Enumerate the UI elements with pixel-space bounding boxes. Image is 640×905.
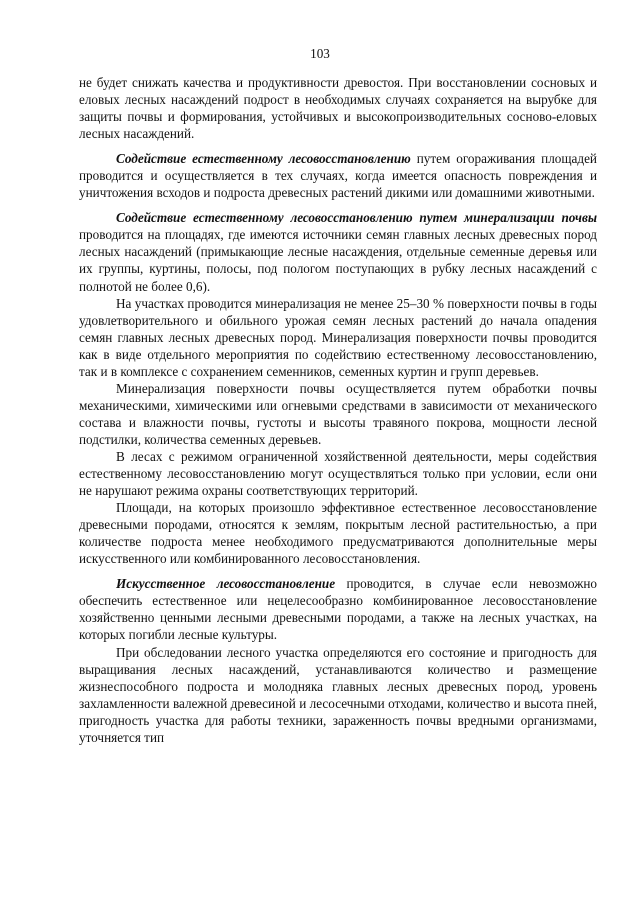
paragraph-6-text: В лесах с режимом ограниченной хозяйственной деятельности, меры содействия естественному лесовосстановлению могут осуществляться только при условии, если они не нарушают режима охраны соответствующих территорий. [79, 448, 597, 499]
paragraph-8 [79, 575, 597, 643]
paragraph-9-text: При обследовании лесного участка определяются его состояние и пригодность для выращивания лесных насаждений, устанавливаются количество и размещение жизнеспособного подроста и молодняка главных лесных древесных пород, уровень захламленности валежной древесиной и лесосечными отходами, количество и высота пней, пригодность участка для работы техники, зараженность почвы вредными организмами, уточняется тип [79, 644, 597, 745]
paragraph-3-text: проводится на площадях, где имеются источники семян главных лесных древесных пород лесных насаждений (примыкающие лесные насаждения, отдельные семенные деревья или их группы, куртины, полосы, под пологом поступающих в рубку лесных насаждений с полнотой не более 0,6). [79, 227, 597, 294]
page-number: 103 [310, 46, 330, 61]
paragraph-2-term: Содействие естественному лесовосстановлению [116, 151, 411, 167]
paragraph-2 [79, 150, 597, 201]
paragraph-1 [79, 74, 597, 142]
paragraph-4-text: На участках проводится минерализация не менее 25–30 % поверхности почвы в годы удовлетворительного и обильного урожая семян лесных растений до начала опадения семян главных лесных древесных пород. Минерализация поверхности почвы проводится как в виде отдельного мероприятия по содействию естественному лесовосстановлению, так и в комплексе с сохранением семенников, семенных куртин и групп деревьев. [79, 295, 597, 379]
paragraph-8-text: проводится, в случае если невозможно обеспечить естественное или нецелесообразно комбинированное лесовосстановление хозяйственно ценными лесными древесными породами, а также на лесных участках, на которых погибли лесные культуры. [79, 576, 597, 643]
paragraph-5-text: Минерализация поверхности почвы осуществляется путем обработки почвы механическими, химическими или огневыми средствами в зависимости от механического состава и влажности почвы, густоты и высоты травяного покрова, мощности лесной подстилки, количества семенных деревьев. [79, 380, 597, 447]
paragraph-3-term: Содействие естественному лесовосстановлению путем минерализации почвы [116, 210, 597, 226]
page-body [79, 74, 597, 746]
paragraph-6 [79, 448, 597, 499]
paragraph-2-text: путем огораживания площадей проводится и осуществляется в тех случаях, когда имеется опасность повреждения и уничтожения всходов и подроста древесных растений дикими или домашними животными. [79, 151, 597, 201]
paragraph-3 [79, 209, 597, 294]
paragraph-4 [79, 295, 597, 380]
paragraph-1-text: не будет снижать качества и продуктивности древостоя. При восстановлении сосновых и еловых лесных насаждений подрост в необходимых случаях сохраняется на вырубке для защиты почвы и формирования, устойчивых и высокопроизводительных сосново-еловых лесных насаждений. [79, 75, 597, 142]
paragraph-5 [79, 380, 597, 448]
paragraph-9 [79, 644, 597, 746]
paragraph-7 [79, 499, 597, 567]
paragraph-8-term: Искусственное лесовосстановление [116, 576, 336, 592]
paragraph-7-text: Площади, на которых произошло эффективное естественное лесовосстановление древесными породами, относятся к землям, покрытым лесной растительностью, а при количестве подроста менее необходимого предусматриваются дополнительные меры искусственного или комбинированного лесовосстановления. [79, 500, 597, 567]
